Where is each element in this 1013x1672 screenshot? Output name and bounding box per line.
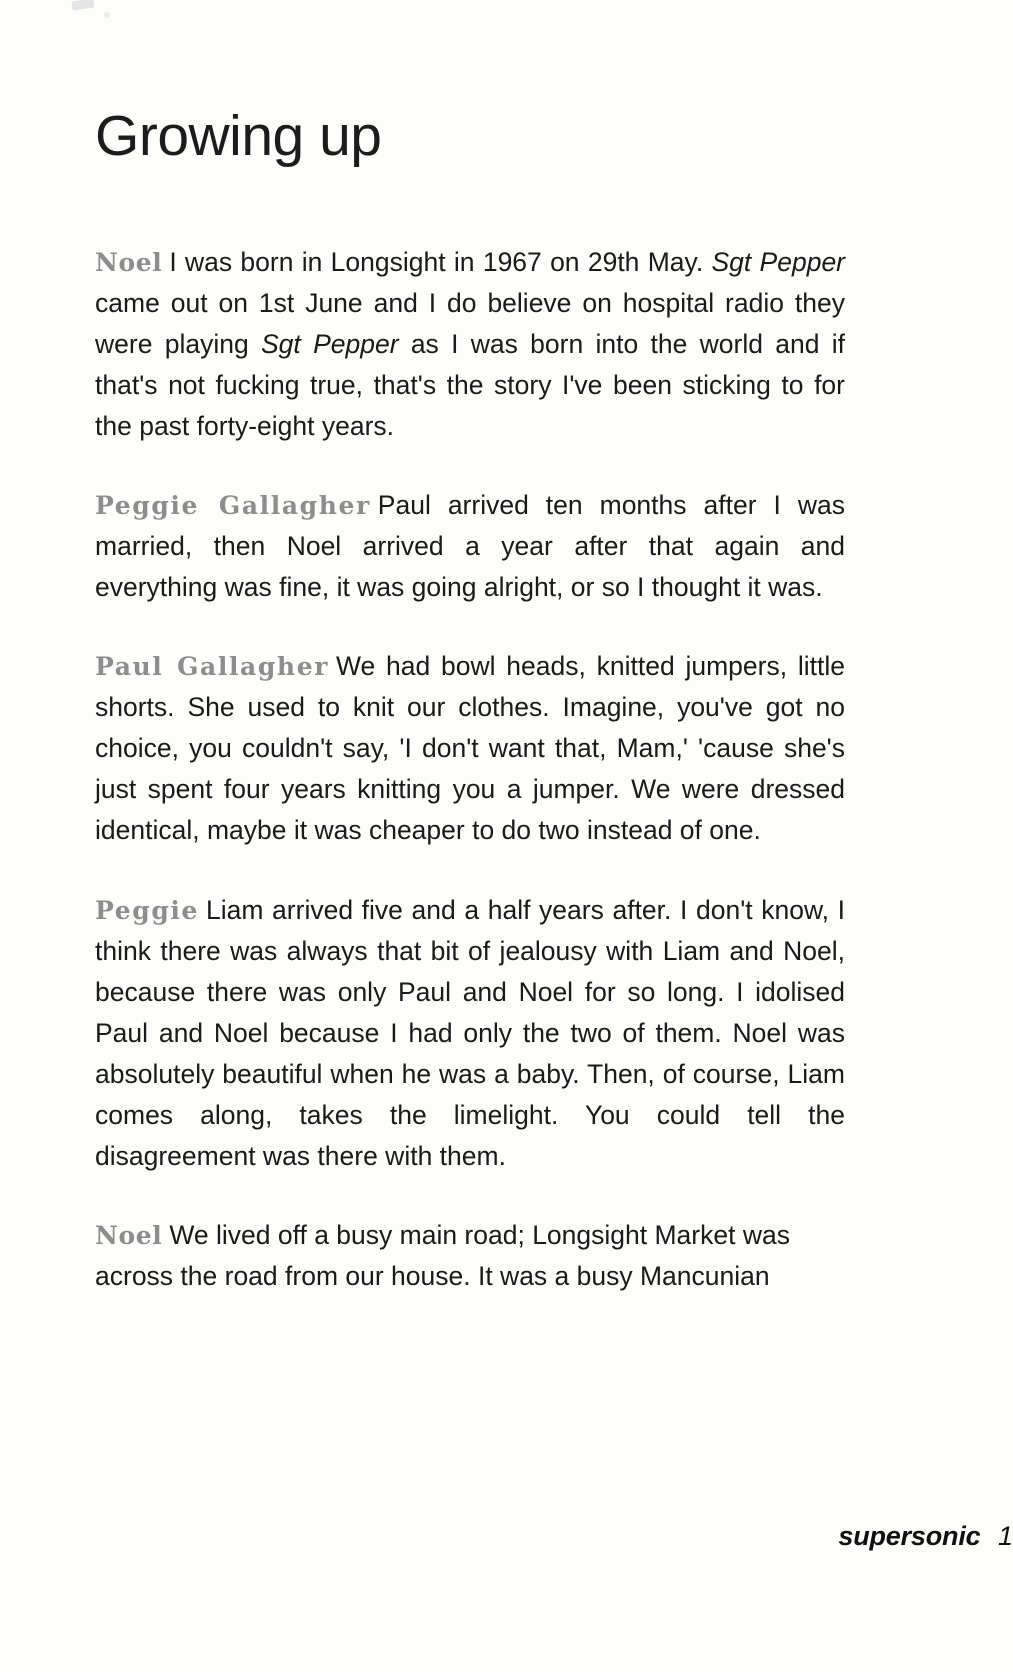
body-copy [95,242,845,1297]
page-content [95,0,845,1672]
paragraph [95,242,845,447]
page-number: 1 [997,1521,1013,1551]
italic-title: Sgt Pepper [711,246,846,277]
paragraph [95,485,845,608]
speaker-label: Peggie [95,895,199,925]
paragraph-text: We lived off a busy main road; Longsight Market was across the road from our house. It was a busy Mancunian [95,1219,790,1291]
paragraph [95,646,845,851]
paragraph-text: as I was born into the world and if that's not fucking true, that's the story I've been sticking to for the past forty-eight years. [95,328,846,441]
speaker-label: Noel [95,247,163,277]
scan-artifact [71,0,94,10]
speaker-label: Peggie Gallagher [95,491,371,520]
speaker-label: Noel [95,1220,163,1250]
paragraph-text: Liam arrived five and a half years after. I don't know, I think there was always that bit of jealousy with Liam and Noel, because there was only Paul and Noel for so long. I idolised Paul and Noel because I had only the two of them. Noel was absolutely beautiful when he was a baby. Then, of course, Liam comes along, takes the limelight. You could tell the disagreement was there with them. [95,894,845,1171]
page-title: Growing up [95,104,382,168]
paragraph [95,1215,845,1297]
paragraph-text: We had bowl heads, knitted jumpers, little shorts. She used to knit our clothes. Imagine, you've got no choice, you couldn't say, 'I don't want that, Mam,' 'cause she's just spent four years knitting you a jumper. We were dressed identical, maybe it was cheaper to do two instead of one. [95,651,845,846]
italic-title: Sgt Pepper [261,328,399,359]
page-footer [263,1521,1013,1552]
paragraph [95,890,845,1177]
paragraph-text: came out on 1st June and I do believe on hospital radio they were playing [95,287,845,359]
paragraph-text: I was born in Longsight in 1967 on 29th May. [169,246,712,277]
book-brand: supersonic [838,1521,981,1551]
speaker-label: Paul Gallagher [95,652,329,682]
paragraph-text: Paul arrived ten months after I was married, then Noel arrived a year after that again and everything was fine, it was going alright, or so I thought it was. [95,490,845,603]
